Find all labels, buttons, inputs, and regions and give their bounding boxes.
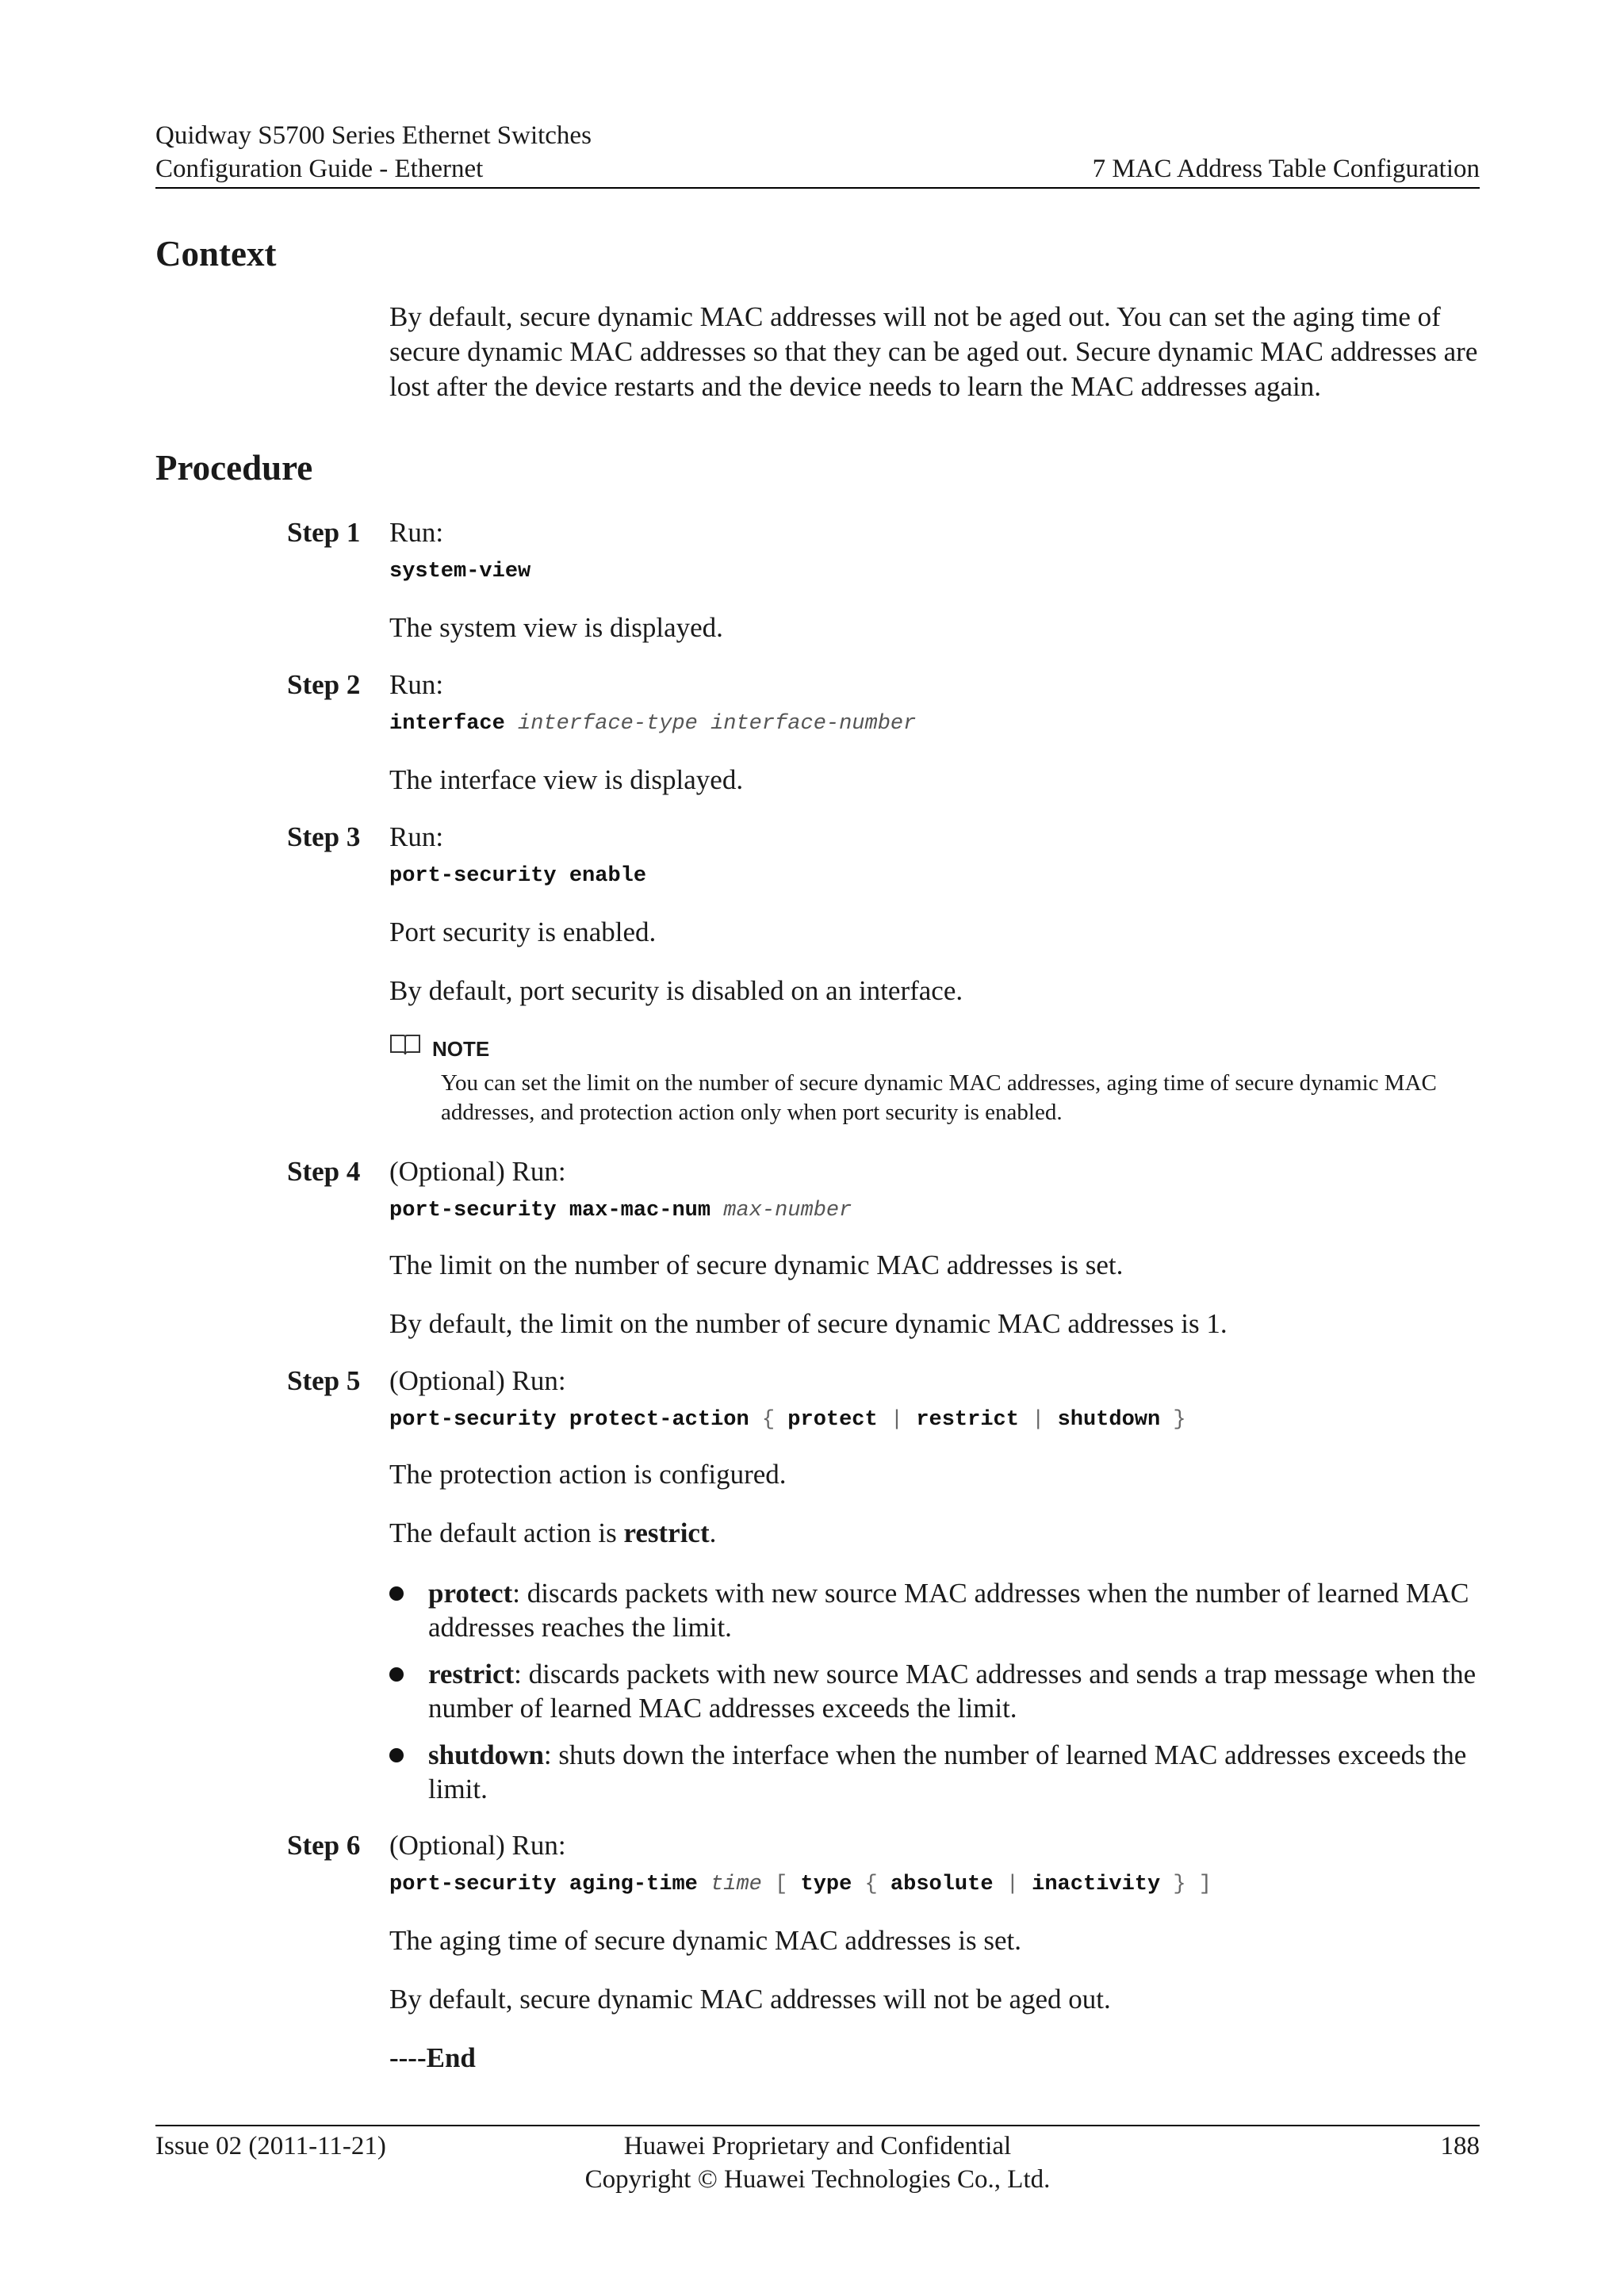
step-3-default: By default, port security is disabled on an interface. <box>389 975 963 1006</box>
header-chapter: 7 MAC Address Table Configuration <box>1092 155 1480 183</box>
bullet-icon <box>389 1586 404 1601</box>
bullet-desc: : shuts down the interface when the number of learned MAC addresses exceeds the limit. <box>428 1739 1467 1804</box>
step-4-command <box>389 1197 852 1224</box>
step-4-run: (Optional) Run: <box>389 1156 566 1187</box>
step-1-run: Run: <box>389 517 444 548</box>
list-item <box>389 1738 1484 1806</box>
command-argument: time <box>710 1873 762 1896</box>
command-argument: max-number <box>723 1199 852 1223</box>
context-text: By default, secure dynamic MAC addresses will not be aged out. You can set the aging time of secure dynamic MAC addresses so that they can be aged out. Secure dynamic MAC addresses are lost after the device restarts and the device needs to learn the MAC addresses again. <box>389 301 1478 402</box>
command-keyword: port-security enable <box>389 864 647 888</box>
command-keyword: restrict <box>916 1408 1019 1432</box>
command-keyword: port-security max-mac-num <box>389 1199 711 1223</box>
command-keyword: system-view <box>389 560 531 584</box>
command-symbol: { <box>761 1408 776 1432</box>
command-symbol: { <box>864 1873 878 1896</box>
step-6-default: By default, secure dynamic MAC addresses will not be aged out. <box>389 1984 1111 2015</box>
step-4-label: Step 4 <box>287 1156 361 1187</box>
context-heading: Context <box>155 234 277 274</box>
command-symbol: [ <box>775 1873 788 1896</box>
step-2-run: Run: <box>389 669 444 700</box>
page-number: 188 <box>1440 2132 1480 2160</box>
command-keyword: port-security protect-action <box>389 1408 749 1432</box>
note-title: NOTE <box>432 1037 490 1061</box>
footer-copyright: Copyright © Huawei Technologies Co., Ltd. <box>584 2165 1051 2194</box>
book-icon <box>389 1032 421 1056</box>
step-3-result: Port security is enabled. <box>389 916 657 947</box>
step-6-run: (Optional) Run: <box>389 1830 566 1861</box>
default-prefix: The default action is <box>389 1517 624 1548</box>
procedure-end: ----End <box>389 2042 476 2073</box>
step-6-label: Step 6 <box>287 1830 361 1861</box>
step-5-default <box>389 1516 1484 1551</box>
step-6-command <box>389 1871 1212 1898</box>
step-5-run: (Optional) Run: <box>389 1365 566 1396</box>
default-value: restrict <box>623 1517 710 1548</box>
bullet-term: restrict <box>428 1659 515 1689</box>
page-footer <box>155 2125 1480 2194</box>
bullet-term: shutdown <box>428 1739 544 1770</box>
page-header <box>155 119 1480 189</box>
bullet-desc: : discards packets with new source MAC addresses and sends a trap message when the number of learned MAC addresses exceeds the limit. <box>428 1659 1477 1724</box>
step-5-result: The protection action is configured. <box>389 1459 787 1490</box>
step-1-result: The system view is displayed. <box>389 612 723 643</box>
note-text: You can set the limit on the number of secure dynamic MAC addresses, aging time of secure dynamic MAC addresses, and protection action only when port security is enabled. <box>441 1070 1437 1125</box>
command-symbol: | <box>1032 1408 1045 1432</box>
command-keyword: absolute <box>890 1873 994 1896</box>
step-3-command <box>389 863 646 890</box>
bullet-term: protect <box>428 1578 513 1609</box>
command-symbol: } <box>1173 1408 1186 1432</box>
command-keyword: interface <box>389 712 505 736</box>
step-4-result: The limit on the number of secure dynamic MAC addresses is set. <box>389 1249 1124 1280</box>
step-1-command <box>389 558 530 585</box>
command-keyword: inactivity <box>1032 1873 1161 1896</box>
bullet-icon <box>389 1748 404 1762</box>
footer-confidential: Huawei Proprietary and Confidential <box>623 2132 1012 2160</box>
command-symbol: | <box>890 1408 904 1432</box>
default-suffix: . <box>709 1517 717 1548</box>
header-guide: Configuration Guide - Ethernet <box>155 155 484 183</box>
step-6-result: The aging time of secure dynamic MAC addresses is set. <box>389 1925 1022 1956</box>
step-3-label: Step 3 <box>287 821 361 852</box>
header-product: Quidway S5700 Series Ethernet Switches <box>155 121 592 150</box>
step-3-run: Run: <box>389 821 444 852</box>
step-4-default: By default, the limit on the number of secure dynamic MAC addresses is 1. <box>389 1308 1228 1339</box>
list-item <box>389 1576 1484 1644</box>
procedure-heading: Procedure <box>155 448 313 488</box>
step-2-command <box>389 710 916 737</box>
command-keyword: port-security aging-time <box>389 1873 698 1896</box>
step-5-command <box>389 1406 1186 1433</box>
command-symbol: } ] <box>1173 1873 1212 1896</box>
footer-issue: Issue 02 (2011-11-21) <box>155 2132 386 2160</box>
command-symbol: | <box>1005 1873 1019 1896</box>
command-keyword: protect <box>787 1408 878 1432</box>
step-1-label: Step 1 <box>287 517 361 548</box>
command-argument: interface-type interface-number <box>518 712 917 736</box>
bullet-icon <box>389 1667 404 1682</box>
bullet-desc: : discards packets with new source MAC addresses when the number of learned MAC addresses reaches the limit. <box>428 1578 1469 1643</box>
step-2-label: Step 2 <box>287 669 361 700</box>
context-paragraph <box>389 300 1484 404</box>
list-item <box>389 1657 1484 1725</box>
step-5-label: Step 5 <box>287 1365 361 1396</box>
command-keyword: shutdown <box>1057 1408 1161 1432</box>
step-2-result: The interface view is displayed. <box>389 764 744 795</box>
command-keyword: type <box>800 1873 852 1896</box>
